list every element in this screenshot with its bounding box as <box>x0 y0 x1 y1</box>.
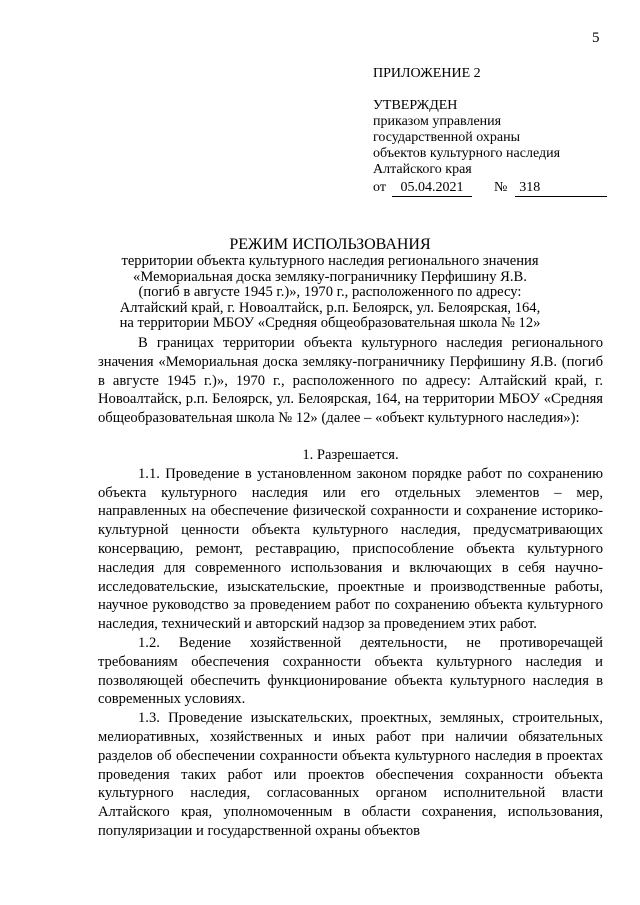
order-number: 318 <box>515 180 607 197</box>
approval-line: государственной охраны <box>373 130 521 145</box>
approval-line: приказом управления <box>373 114 502 129</box>
order-date-number <box>373 180 613 197</box>
order-date: 05.04.2021 <box>392 180 472 197</box>
document-heading <box>60 236 600 332</box>
clause-1-2: 1.2. Ведение хозяйственной деятельности, не противоречащей требованиям обеспечения сохранности объекта культурного наследия и позволяющей обеспечить функционирование объекта культурного наследия в современных условиях. <box>98 634 603 708</box>
approval-block <box>373 66 613 197</box>
approval-line: Алтайского края <box>373 162 472 177</box>
number-label: № <box>493 180 508 195</box>
heading-line: (погиб в августе 1945 г.)», 1970 г., расположенного по адресу: <box>138 284 522 300</box>
heading-line: территории объекта культурного наследия регионального значения <box>121 253 539 269</box>
document-body <box>98 334 603 841</box>
page-number: 5 <box>592 30 600 46</box>
from-label: от <box>373 180 386 195</box>
document-title: РЕЖИМ ИСПОЛЬЗОВАНИЯ <box>229 236 431 253</box>
section-title: 1. Разрешается. <box>302 446 399 463</box>
clause-1-3: 1.3. Проведение изыскательских, проектных, земляных, строительных, мелиоративных, хозяйственных и иных работ при наличии обязательных разделов об обеспечении сохранности объекта культурного наследия в проектах проведения таких работ или проектов обеспечения сохранности объекта культурного наследия, согласованных органом исполнительной власти Алтайского края, уполномоченным в области сохранения, использования, популяризации и государственной охраны объектов <box>98 710 603 839</box>
heading-line: на территории МБОУ «Средняя общеобразовательная школа № 12» <box>119 315 541 331</box>
approved-label: УТВЕРЖДЕН <box>373 98 458 113</box>
clause-1-1: 1.1. Проведение в установленном законом порядке работ по сохранению объекта культурного наследия или его отдельных элементов – мер, направленных на обеспечение физической сохранности и сохранение историко-культурной ценности объекта культурного наследия, предусматривающих консервацию, ремонт, реставрацию, приспособление объекта культурного наследия для современного использования и включающих в себя научно-исследовательские, изыскательские, проектные и производственные работы, научное руководство за проведением работ по сохранению объекта культурного наследия, технический и авторский надзор за проведением этих работ. <box>98 465 603 633</box>
intro-paragraph: В границах территории объекта культурного наследия регионального значения «Мемориальная доска земляку-пограничнику Перфишину Я.В. (погиб в августе 1945 г.)», 1970 г., расположенного по адресу: Алтайский край, г. Новоалтайск, р.п. Белоярск, ул. Белоярская, 164, на территории МБОУ «Средняя общеобразовательная школа № 12» (далее – «объект культурного наследия»): <box>98 335 603 427</box>
heading-line: «Мемориальная доска земляку-пограничнику Перфишину Я.В. <box>133 268 527 285</box>
appendix-label: ПРИЛОЖЕНИЕ 2 <box>373 66 481 81</box>
approval-line: объектов культурного наследия <box>373 146 561 161</box>
heading-line: Алтайский край, г. Новоалтайск, р.п. Белоярск, ул. Белоярская, 164, <box>119 299 541 316</box>
